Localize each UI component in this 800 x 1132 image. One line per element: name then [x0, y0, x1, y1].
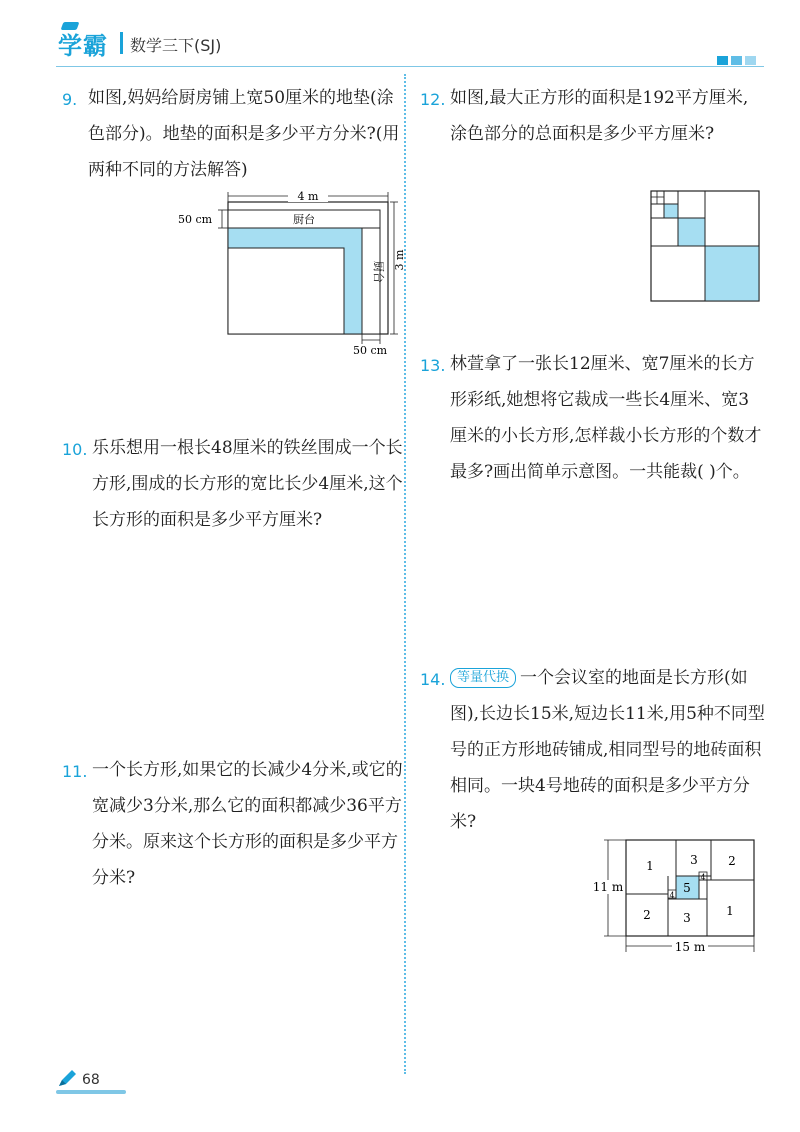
question-11	[62, 752, 404, 896]
question-14	[420, 660, 765, 840]
label-3m: 3 m	[393, 249, 406, 271]
tile-label: 1	[726, 904, 734, 918]
label-50cm-bottom: 50 cm	[352, 344, 388, 357]
dim-height: 11 m	[592, 880, 624, 894]
book-title: 数学三下(SJ)	[130, 36, 222, 55]
tile-label: 2	[643, 908, 651, 922]
label-50cm-left: 50 cm	[178, 213, 213, 226]
tile-label: 3	[690, 853, 698, 867]
question-number: 12.	[420, 90, 446, 109]
question-13	[420, 346, 765, 490]
question-number: 9.	[62, 90, 78, 109]
question-9	[62, 80, 404, 188]
logo-divider	[120, 32, 123, 54]
tile-label: 4	[669, 891, 675, 900]
brand-logo: 学霸	[58, 32, 108, 60]
dim-width: 15 m	[674, 940, 706, 954]
floor-area	[228, 248, 344, 334]
question-text: 如图,最大正方形的面积是192平方厘米,涂色部分的总面积是多少平方厘米?	[450, 88, 749, 144]
tile-label: 1	[646, 859, 654, 873]
page-header	[58, 26, 758, 66]
label-counter-top: 厨台	[293, 213, 315, 226]
footer-rule	[56, 1090, 126, 1094]
question-number: 11.	[62, 762, 88, 781]
nested-squares-figure	[650, 190, 762, 304]
tile-label: 3	[683, 911, 691, 925]
tile-label: 4	[700, 873, 706, 882]
tile-label: 2	[728, 854, 736, 868]
shaded-square-small	[664, 204, 678, 218]
label-counter-side: 厨台	[372, 261, 385, 283]
question-text: 一个会议室的地面是长方形(如图),长边长15米,短边长11米,用5种不同型号的正方形地砖铺成,相同型号的地砖面积相同。一块4号地砖的面积是多少平方分米?	[450, 668, 765, 832]
question-10	[62, 430, 404, 538]
header-squares-decoration	[717, 56, 756, 65]
page-number: 68	[82, 1072, 100, 1088]
method-tag: 等量代换	[450, 668, 516, 688]
question-number: 13.	[420, 356, 446, 375]
shaded-square-large	[705, 246, 759, 301]
tiled-floor-figure	[590, 834, 765, 960]
question-text: 一个长方形,如果它的长减少4分米,或它的宽减少3分米,那么它的面积都减少36平方分米。原来这个长方形的面积是多少平方分米?	[92, 760, 403, 888]
question-text: 乐乐想用一根长48厘米的铁丝围成一个长方形,围成的长方形的宽比长少4厘米,这个长方形的面积是多少平方厘米?	[92, 438, 403, 530]
question-text: 林萱拿了一张长12厘米、宽7厘米的长方形彩纸,她想将它裁成一些长4厘米、宽3厘米的小长方形,怎样裁小长方形的个数才最多?画出简单示意图。一共能裁( )个。	[450, 354, 762, 482]
tile-label: 5	[683, 881, 691, 895]
kitchen-mat-figure	[170, 188, 410, 358]
question-number: 14.	[420, 670, 446, 689]
label-4m: 4 m	[297, 190, 319, 203]
question-12	[420, 80, 765, 152]
shaded-square-medium	[678, 218, 705, 246]
pencil-icon	[56, 1068, 78, 1090]
question-number: 10.	[62, 440, 88, 459]
question-text: 如图,妈妈给厨房铺上宽50厘米的地垫(涂色部分)。地垫的面积是多少平方分米?(用两种不同的方法解答)	[88, 88, 400, 180]
header-rule	[56, 66, 764, 67]
